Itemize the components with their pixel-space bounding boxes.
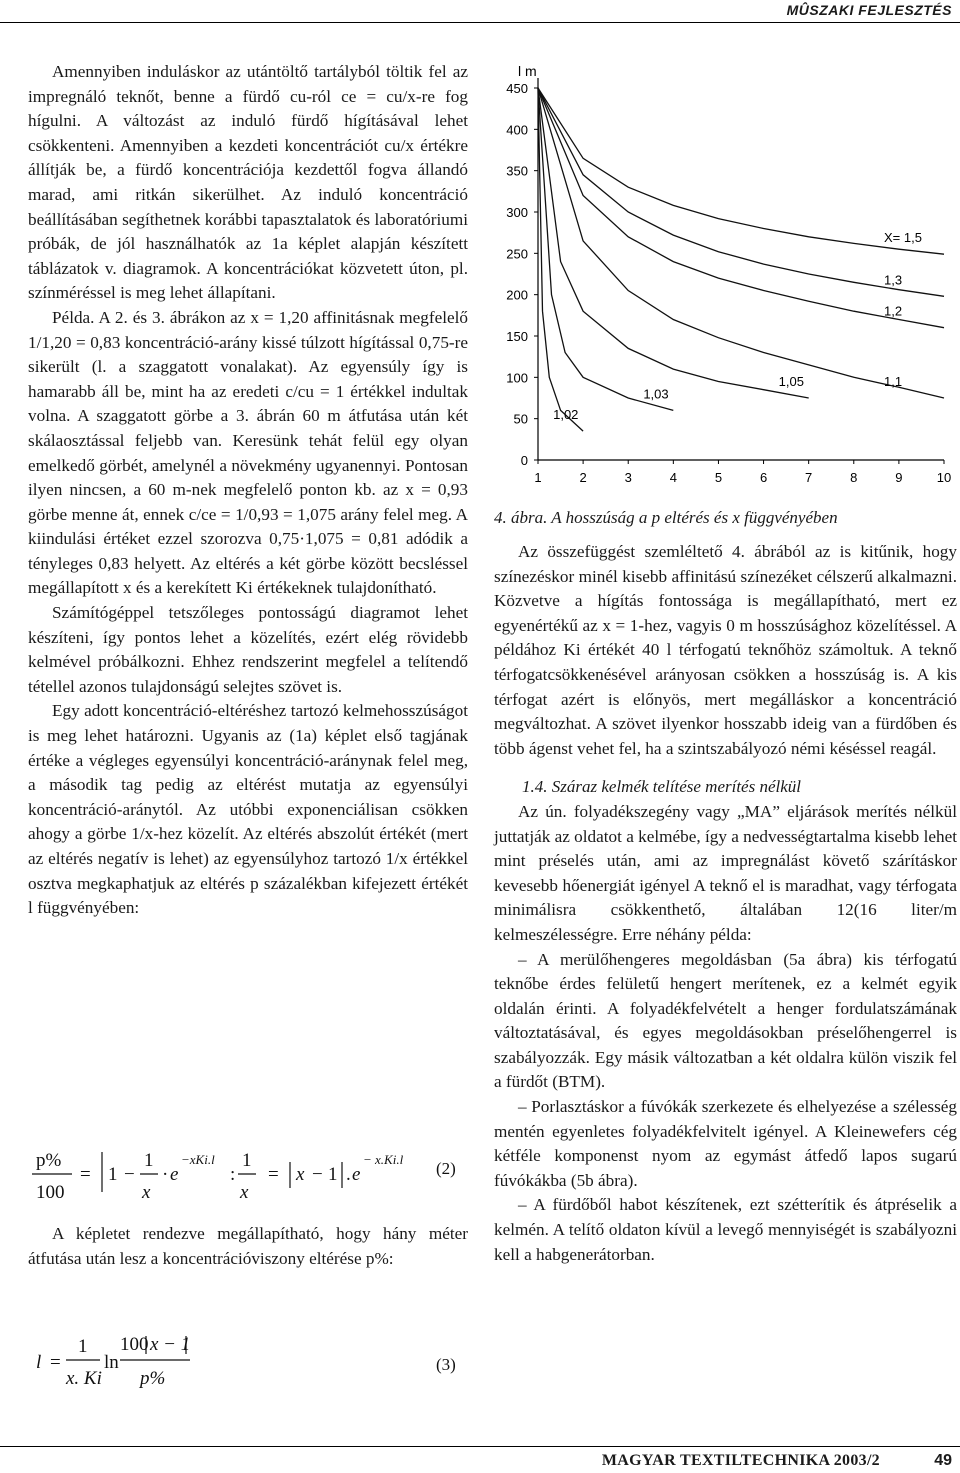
- footer-rule: [0, 1446, 960, 1447]
- section-heading: 1.4. Száraz kelmék telítése merítés nélkül: [522, 777, 802, 797]
- eq-token: −xKi.l: [181, 1152, 215, 1167]
- eq-token: p%: [140, 1368, 166, 1389]
- x-tick-label: 9: [895, 470, 903, 485]
- eq-token: e: [170, 1164, 179, 1185]
- eq-token: 100: [36, 1182, 65, 1203]
- x-tick-label: 5: [714, 470, 723, 485]
- eq-token: x. Ki: [66, 1368, 102, 1389]
- x-tick-label: 10: [936, 470, 952, 485]
- equation-3-svg: [28, 1330, 468, 1390]
- eq-token: 1: [242, 1150, 252, 1171]
- paragraph: Az összefüggést szemléltető 4. ábrából az is kitűnik, hogy színezéskor minél kisebb affinitású színezéket célszerű alkalmazni. Közvetve a hígítás fontossága is megállapítható, mert ez egyenértékű az x = 1-hez, vagyis 0 m hosszúsághoz közelítéssel. A példához Ki értékét 40 l térfogatú teknőhöz számoltuk. A teknő térfogatcsökkenésével arányosan csökken a hosszúság is. A kis térfogat azért is előnyös, mert megálláskor a koncentráció megváltozhat. A szövet ilyenkor hosszabb ideig van a fürdőben és több ágenst vehet fel, ha a szintszabályozó némi késéssel reagál.: [494, 542, 957, 758]
- x-tick-label: 7: [805, 470, 813, 485]
- series-label: 1,2: [884, 303, 903, 319]
- paragraph: A képletet rendezve megállapítható, hogy hány méter átfutása után lesz a koncentrációviszony eltérése p%:: [28, 1224, 468, 1268]
- y-tick-label: 50: [513, 411, 528, 427]
- equation-2-svg: [28, 1140, 468, 1210]
- eq-token: − x.Ki.l: [363, 1152, 404, 1167]
- eq-token: .: [346, 1164, 351, 1185]
- eq-token: −: [124, 1164, 135, 1185]
- x-tick-label: 4: [669, 470, 677, 485]
- series-label: 1,3: [884, 272, 903, 288]
- series-line: [538, 88, 809, 398]
- eq-token: p%: [36, 1150, 62, 1171]
- x-tick-label: 1: [534, 470, 542, 485]
- paragraph: Számítógéppel tetszőleges pontosságú diagramot lehet készíteni, így pontos lehet a közelítés, ezért elég rövidebb kelmével próbálkozni. Ehhez rendszerint megfelel a telítendő tétellel azonos tulajdonságú selejtes szövet is.: [28, 603, 468, 696]
- right-column: [494, 540, 957, 1267]
- x-tick-label: 2: [579, 470, 587, 485]
- paragraph: Példa. A 2. és 3. ábrákon az x = 1,20 affinitásnak megfelelő 1/1,20 = 0,83 koncentráció-arány kissé túlzott hígítással 0,75-re sikerült (l. a szaggatott vonalakat). Az egyensúly így is hamarabb áll be, mint ha az eredeti c/cu = 1 értékkel indultak volna. A szaggatott görbe a 3. ábrán 60 m átfutása után két skálaosztással feljebb van. Keresünk tehát felül egy olyan emelkedő görbét, amelynél a növekmény ugyanennyi. Pontosan ilyen nincsen, a 60 m-nek megfelelő ponton kb. az x = 0,93 görbe menne át, ennek c/ce = 1/0,93 = 1,075 arány felel meg. A kiindulási értéket ezzel szorozva 0,75·1,075 = 0,81 adódik a tényleges 0,83 helyett. Az eltérés a két görbe között becsléssel megállapított x és a kerekített Ki értékeknek tulajdonítható.: [28, 307, 468, 598]
- series-label: 1,05: [778, 374, 804, 389]
- eq-token: ln: [104, 1352, 119, 1373]
- eq-token: x: [142, 1182, 151, 1203]
- series-label: X= 1,5: [884, 230, 922, 246]
- y-tick-label: 250: [506, 246, 528, 262]
- paragraph: Egy adott koncentráció-eltéréshez tartozó kelmehosszúságot is meg lehet határozni. Ugyanis az (1a) képlet első tagjának értéke a végleges egyensúlyi koncentráció-aránynak felel meg, a második tag pedig az eltérést mutatja az egyensúlyi koncentráció-aránytól. Az utóbbi exponenciálisan csökken ahogy a görbe 1/x-hez közelít. Az eltérés abszolút értékét (mert az eltérés negatív is lehet) az egyensúlyhoz tartozó 1/x értékkel osztva megkaphatjuk az eltérés p százalékban kifejezett értékét l függvényében:: [28, 701, 468, 918]
- eq-token: x − 1: [150, 1334, 191, 1355]
- series-line: [538, 88, 944, 328]
- y-tick-label: 300: [506, 205, 528, 220]
- series-label: 1,1: [884, 374, 903, 389]
- left-column-lower: [28, 1222, 468, 1271]
- eq-token: =: [50, 1352, 61, 1373]
- eq-token: ·: [162, 1164, 169, 1185]
- section-label: MÛSZAKI FEJLESZTÉS: [786, 2, 952, 18]
- paragraph: Az ún. folyadékszegény vagy „MA” eljárások merítés nélkül juttatják az oldatot a kelmébe, így a nedvességtartalma kisebb lehet mint préselés után, ami az impregnálást követő szárításkor kevesebb hőenergiát igényel A teknő el is maradhat, vagy térfogata minimálisra csökkenthető, általában 12(16 liter/m kelmeszélességre. Erre néhány példa:: [494, 801, 957, 944]
- list-item: – A fürdőből habot készítenek, ezt szétterítik és átpréselik a kelmén. A telítő oldaton kívül a levegő mennyiségét is szabályozni kell a habgenerátorban.: [494, 1195, 957, 1264]
- eq-token: x: [240, 1182, 249, 1203]
- x-tick-label: 8: [850, 470, 858, 485]
- figure-4: [492, 60, 954, 500]
- header-rule: [0, 22, 960, 23]
- footer-journal: MAGYAR TEXTILTECHNIKA 2003/2: [601, 1452, 880, 1469]
- equation-number: (3): [436, 1355, 456, 1374]
- eq-token: 1: [328, 1164, 338, 1185]
- eq-token: 100: [120, 1334, 149, 1355]
- list-item: – A merülőhengeres megoldásban (5a ábra) kis térfogatú teknőbe érdes felületű hengert merítenek, ez a kelmét egyik oldalán érinti. A folyadékfelvételt a henger fordulatszámának változtatásával, és egyes megoldásokban préselőhengerrel is szabályozzák. Egy másik változatban a két oldalra külön viszik fel a fürdőt (BTM).: [494, 949, 957, 1092]
- equation-number: (2): [436, 1159, 456, 1178]
- series-line: [538, 88, 944, 296]
- y-tick-label: 350: [506, 163, 528, 179]
- y-tick-label: 0: [520, 453, 528, 468]
- eq-token: x: [296, 1164, 305, 1185]
- figure-caption: 4. ábra. A hosszúság a p eltérés és x függvényében: [494, 508, 838, 527]
- list-item: – Porlasztáskor a fúvókák szerkezete és elhelyezése a szélesség mentén egyenletes folyadékfelvitelt igényel. A Kleinewefers cég kétféle komponenst nyom az egymást átfedő lapos sugarú fúvókákba (5b ábra).: [494, 1097, 957, 1190]
- x-tick-label: 6: [759, 470, 768, 485]
- y-tick-label: 450: [506, 81, 528, 96]
- eq-token: e: [352, 1164, 361, 1185]
- y-tick-label: 150: [506, 329, 528, 344]
- eq-token: :: [230, 1164, 236, 1185]
- equation-2: [28, 1140, 468, 1210]
- left-column: [28, 60, 468, 921]
- eq-token: =: [80, 1164, 91, 1185]
- y-tick-label: 200: [506, 287, 528, 303]
- chart-svg: [492, 60, 954, 500]
- y-tick-label: 400: [506, 122, 528, 138]
- eq-token: 1: [78, 1336, 88, 1357]
- y-axis-label: l m: [518, 63, 537, 79]
- equation-3: [28, 1330, 468, 1390]
- eq-token: −: [312, 1164, 323, 1185]
- eq-token: 1: [108, 1164, 118, 1185]
- x-tick-label: 3: [624, 470, 632, 485]
- series-label: 1,03: [643, 386, 669, 402]
- page-number: 49: [934, 1452, 952, 1469]
- eq-token: l: [36, 1352, 42, 1373]
- y-tick-label: 100: [506, 370, 528, 386]
- series-label: 1,02: [553, 407, 579, 423]
- eq-token: 1: [144, 1150, 154, 1171]
- paragraph: Amennyiben induláskor az utántöltő tartályból töltik fel az impregnáló teknőt, benne a fürdő cu-ról ce = cu/x-re fog hígulni. A változást az induló fürdő hígításával lehet csökkenteni. Amennyiben a kezdeti koncentrációt cu/x értékre állítják be, a fürdő koncentrációja kezdettől fogva állandó marad, ami ritkán sikerülhet. Az induló koncentráció beállításában segíthetnek korábbi tapasztalatok és laboratóriumi próbák, de jól használhatók az 1a képlet alapján készített táblázatok v. diagramok. A koncentrációkat közvetett úton, pl. színméréssel is meg lehet állapítani.: [28, 62, 468, 303]
- eq-token: =: [268, 1164, 279, 1185]
